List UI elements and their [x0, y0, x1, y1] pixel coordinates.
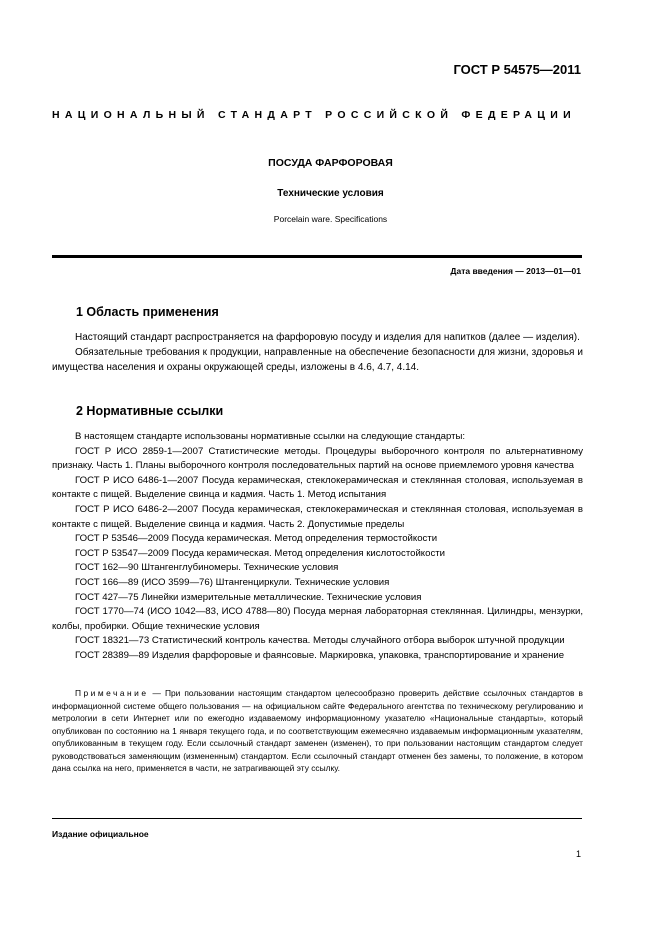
- section-1-body: [52, 330, 583, 375]
- document-title: ПОСУДА ФАРФОРОВАЯ: [268, 157, 393, 169]
- page-number: 1: [575, 849, 581, 859]
- reference-item: ГОСТ Р 53546—2009 Посуда керамическая. Метод определения термостойкости: [75, 533, 438, 545]
- note-text: — При пользовании настоящим стандартом целесообразно проверить действие ссылочных стандартов в информационной системе общего пользования — на официальном сайте Федерального агентства по техническому регулированию и метрологии в сети Интернет или по ежегодно издаваемому информационному указателю «Национальные стандарты», который опубликован по состоянию на 1 января текущего года, и по соответствующим ежемесячно издаваемым информационным указателям, опубликованным в текущем году. Если ссылочный стандарт заменен (изменен), то при пользовании настоящим стандартом следует руководствоваться заменяющим (измененным) стандартом. Если ссылочный стандарт отменен без замены, то положение, в котором дана ссылка на него, применяется в части, не затрагивающей эту ссылку.: [52, 688, 584, 773]
- reference-item: ГОСТ 162—90 Штангенглубиномеры. Технические условия: [75, 562, 339, 574]
- note-label: Примечание: [75, 688, 149, 698]
- reference-item: ГОСТ 166—89 (ИСО 3599—76) Штангенциркули. Технические условия: [75, 576, 390, 588]
- section-1-paragraph: Обязательные требования к продукции, направленные на обеспечение безопасности для жизни, здоровья и имущества населения и охраны окружающей среды, изложены в 4.6, 4.7, 4.14.: [52, 347, 583, 373]
- section-1-heading: 1 Область применения: [76, 305, 219, 319]
- english-title: Porcelain ware. Specifications: [273, 214, 388, 224]
- section-2-body: [52, 430, 583, 664]
- section-2-heading: 2 Нормативные ссылки: [76, 404, 224, 418]
- national-standard-banner: НАЦИОНАЛЬНЫЙ СТАНДАРТ РОССИЙСКОЙ ФЕДЕРАЦИИ: [52, 109, 576, 121]
- footer-divider: [52, 818, 582, 819]
- section-2-intro: В настоящем стандарте использованы нормативные ссылки на следующие стандарты:: [75, 431, 466, 442]
- document-subtitle: Технические условия: [277, 188, 384, 199]
- reference-item: ГОСТ 28389—89 Изделия фарфоровые и фаянсовые. Маркировка, упаковка, транспортирование и хранение: [75, 649, 565, 661]
- reference-item: ГОСТ 1770—74 (ИСО 1042—83, ИСО 4788—80) Посуда мерная лабораторная стеклянная. Цилиндры, мензурки, колбы, пробирки. Общие технические условия: [52, 606, 583, 632]
- reference-item: ГОСТ Р ИСО 6486-2—2007 Посуда керамическая, стеклокерамическая и стеклянная столовая, используемая в контакте с пищей. Выделение свинца и кадмия. Часть 2. Допустимые пределы: [52, 503, 583, 530]
- reference-item: ГОСТ Р ИСО 6486-1—2007 Посуда керамическая, стеклокерамическая и стеклянная столовая, используемая в контакте с пищей. Выделение свинца и кадмия. Часть 1. Метод испытания: [52, 474, 583, 501]
- official-edition-label: Издание официальное: [52, 829, 149, 839]
- reference-item: ГОСТ Р 53547—2009 Посуда керамическая. Метод определения кислотостойкости: [75, 547, 445, 559]
- standard-code: ГОСТ Р 54575—2011: [453, 62, 581, 77]
- note-paragraph: [52, 687, 583, 775]
- title-divider: [52, 255, 582, 258]
- note-block: [52, 687, 583, 775]
- reference-item: ГОСТ 427—75 Линейки измерительные металлические. Технические условия: [75, 591, 422, 603]
- reference-item: ГОСТ 18321—73 Статистический контроль качества. Методы случайного отбора выборок штучной продукции: [75, 635, 565, 647]
- reference-item: ГОСТ Р ИСО 2859-1—2007 Статистические методы. Процедуры выборочного контроля по альтернативному признаку. Часть 1. Планы выборочного контроля последовательных партий на основе приемлемого уровня качества: [52, 445, 583, 472]
- section-1-paragraph: Настоящий стандарт распространяется на фарфоровую посуду и изделия для напитков (далее — изделия).: [75, 332, 580, 343]
- introduction-date: Дата введения — 2013—01—01: [450, 266, 581, 276]
